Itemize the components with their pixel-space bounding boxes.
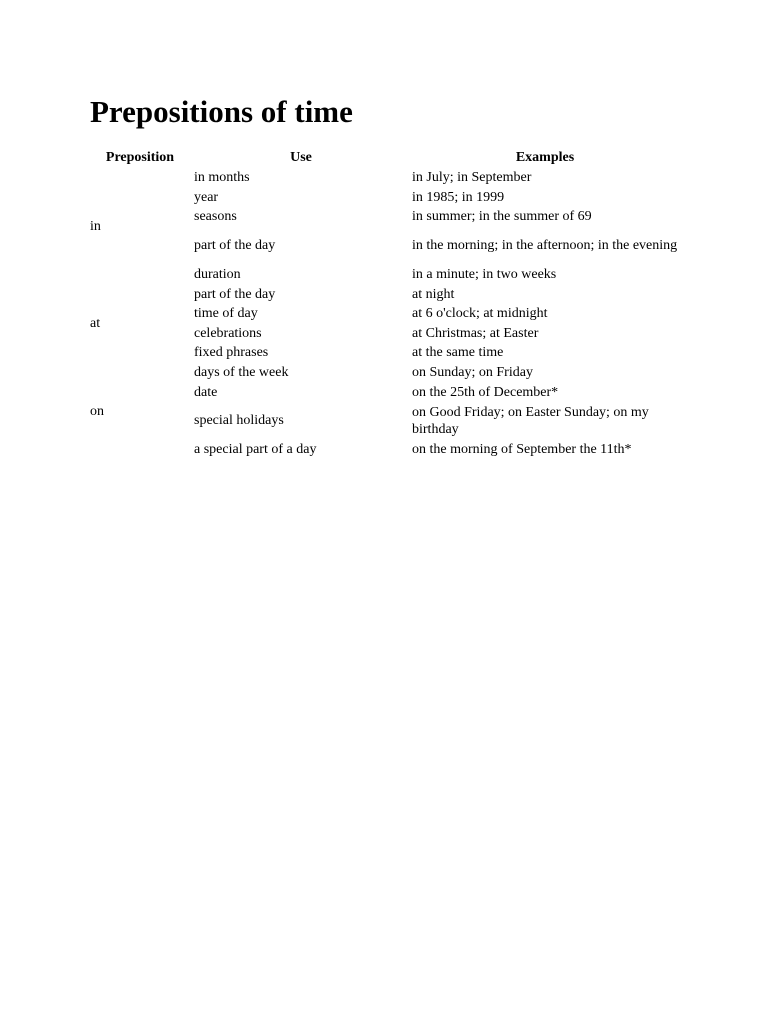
page-title: Prepositions of time: [90, 94, 353, 129]
table-row: [88, 363, 680, 383]
use-cell: time of day: [194, 306, 258, 322]
use-cell: in months: [194, 170, 250, 186]
table-row: [88, 284, 680, 304]
table-row: [88, 168, 680, 188]
use-cell: celebrations: [194, 325, 262, 341]
use-cell: date: [194, 384, 218, 400]
use-cell: a special part of a day: [194, 442, 317, 458]
preposition-cell-on: on: [90, 403, 104, 419]
header-preposition: Preposition: [105, 150, 175, 165]
use-cell: part of the day: [194, 286, 276, 302]
example-cell: in summer; in the summer of 69: [412, 209, 592, 225]
example-cell: at 6 o'clock; at midnight: [412, 306, 548, 322]
example-cell: at the same time: [412, 345, 504, 361]
header-examples: Examples: [515, 150, 575, 165]
preposition-cell-at: at: [90, 316, 101, 332]
example-cell: at night: [412, 286, 455, 302]
use-cell: year: [194, 189, 219, 205]
use-cell: special holidays: [194, 413, 284, 429]
example-cell: at Christmas; at Easter: [412, 325, 539, 341]
prepositions-table: [88, 147, 680, 460]
example-cell: in the morning; in the afternoon; in the evening: [412, 238, 678, 254]
example-cell: in 1985; in 1999: [412, 189, 505, 205]
preposition-cell-in: in: [90, 218, 101, 234]
example-cell: on Good Friday; on Easter Sunday; on my birthday: [412, 404, 649, 437]
example-cell: on the morning of September the 11th*: [412, 442, 632, 458]
use-cell: fixed phrases: [194, 345, 269, 361]
use-cell: days of the week: [194, 365, 289, 381]
use-cell: duration: [194, 267, 241, 283]
use-cell: seasons: [194, 209, 237, 225]
example-cell: in July; in September: [412, 170, 532, 186]
example-cell: in a minute; in two weeks: [412, 267, 557, 283]
example-cell: on Sunday; on Friday: [412, 365, 533, 381]
use-cell: part of the day: [194, 238, 276, 254]
example-cell: on the 25th of December*: [412, 384, 559, 400]
table-header-row: [88, 147, 680, 168]
header-use: Use: [290, 150, 312, 165]
